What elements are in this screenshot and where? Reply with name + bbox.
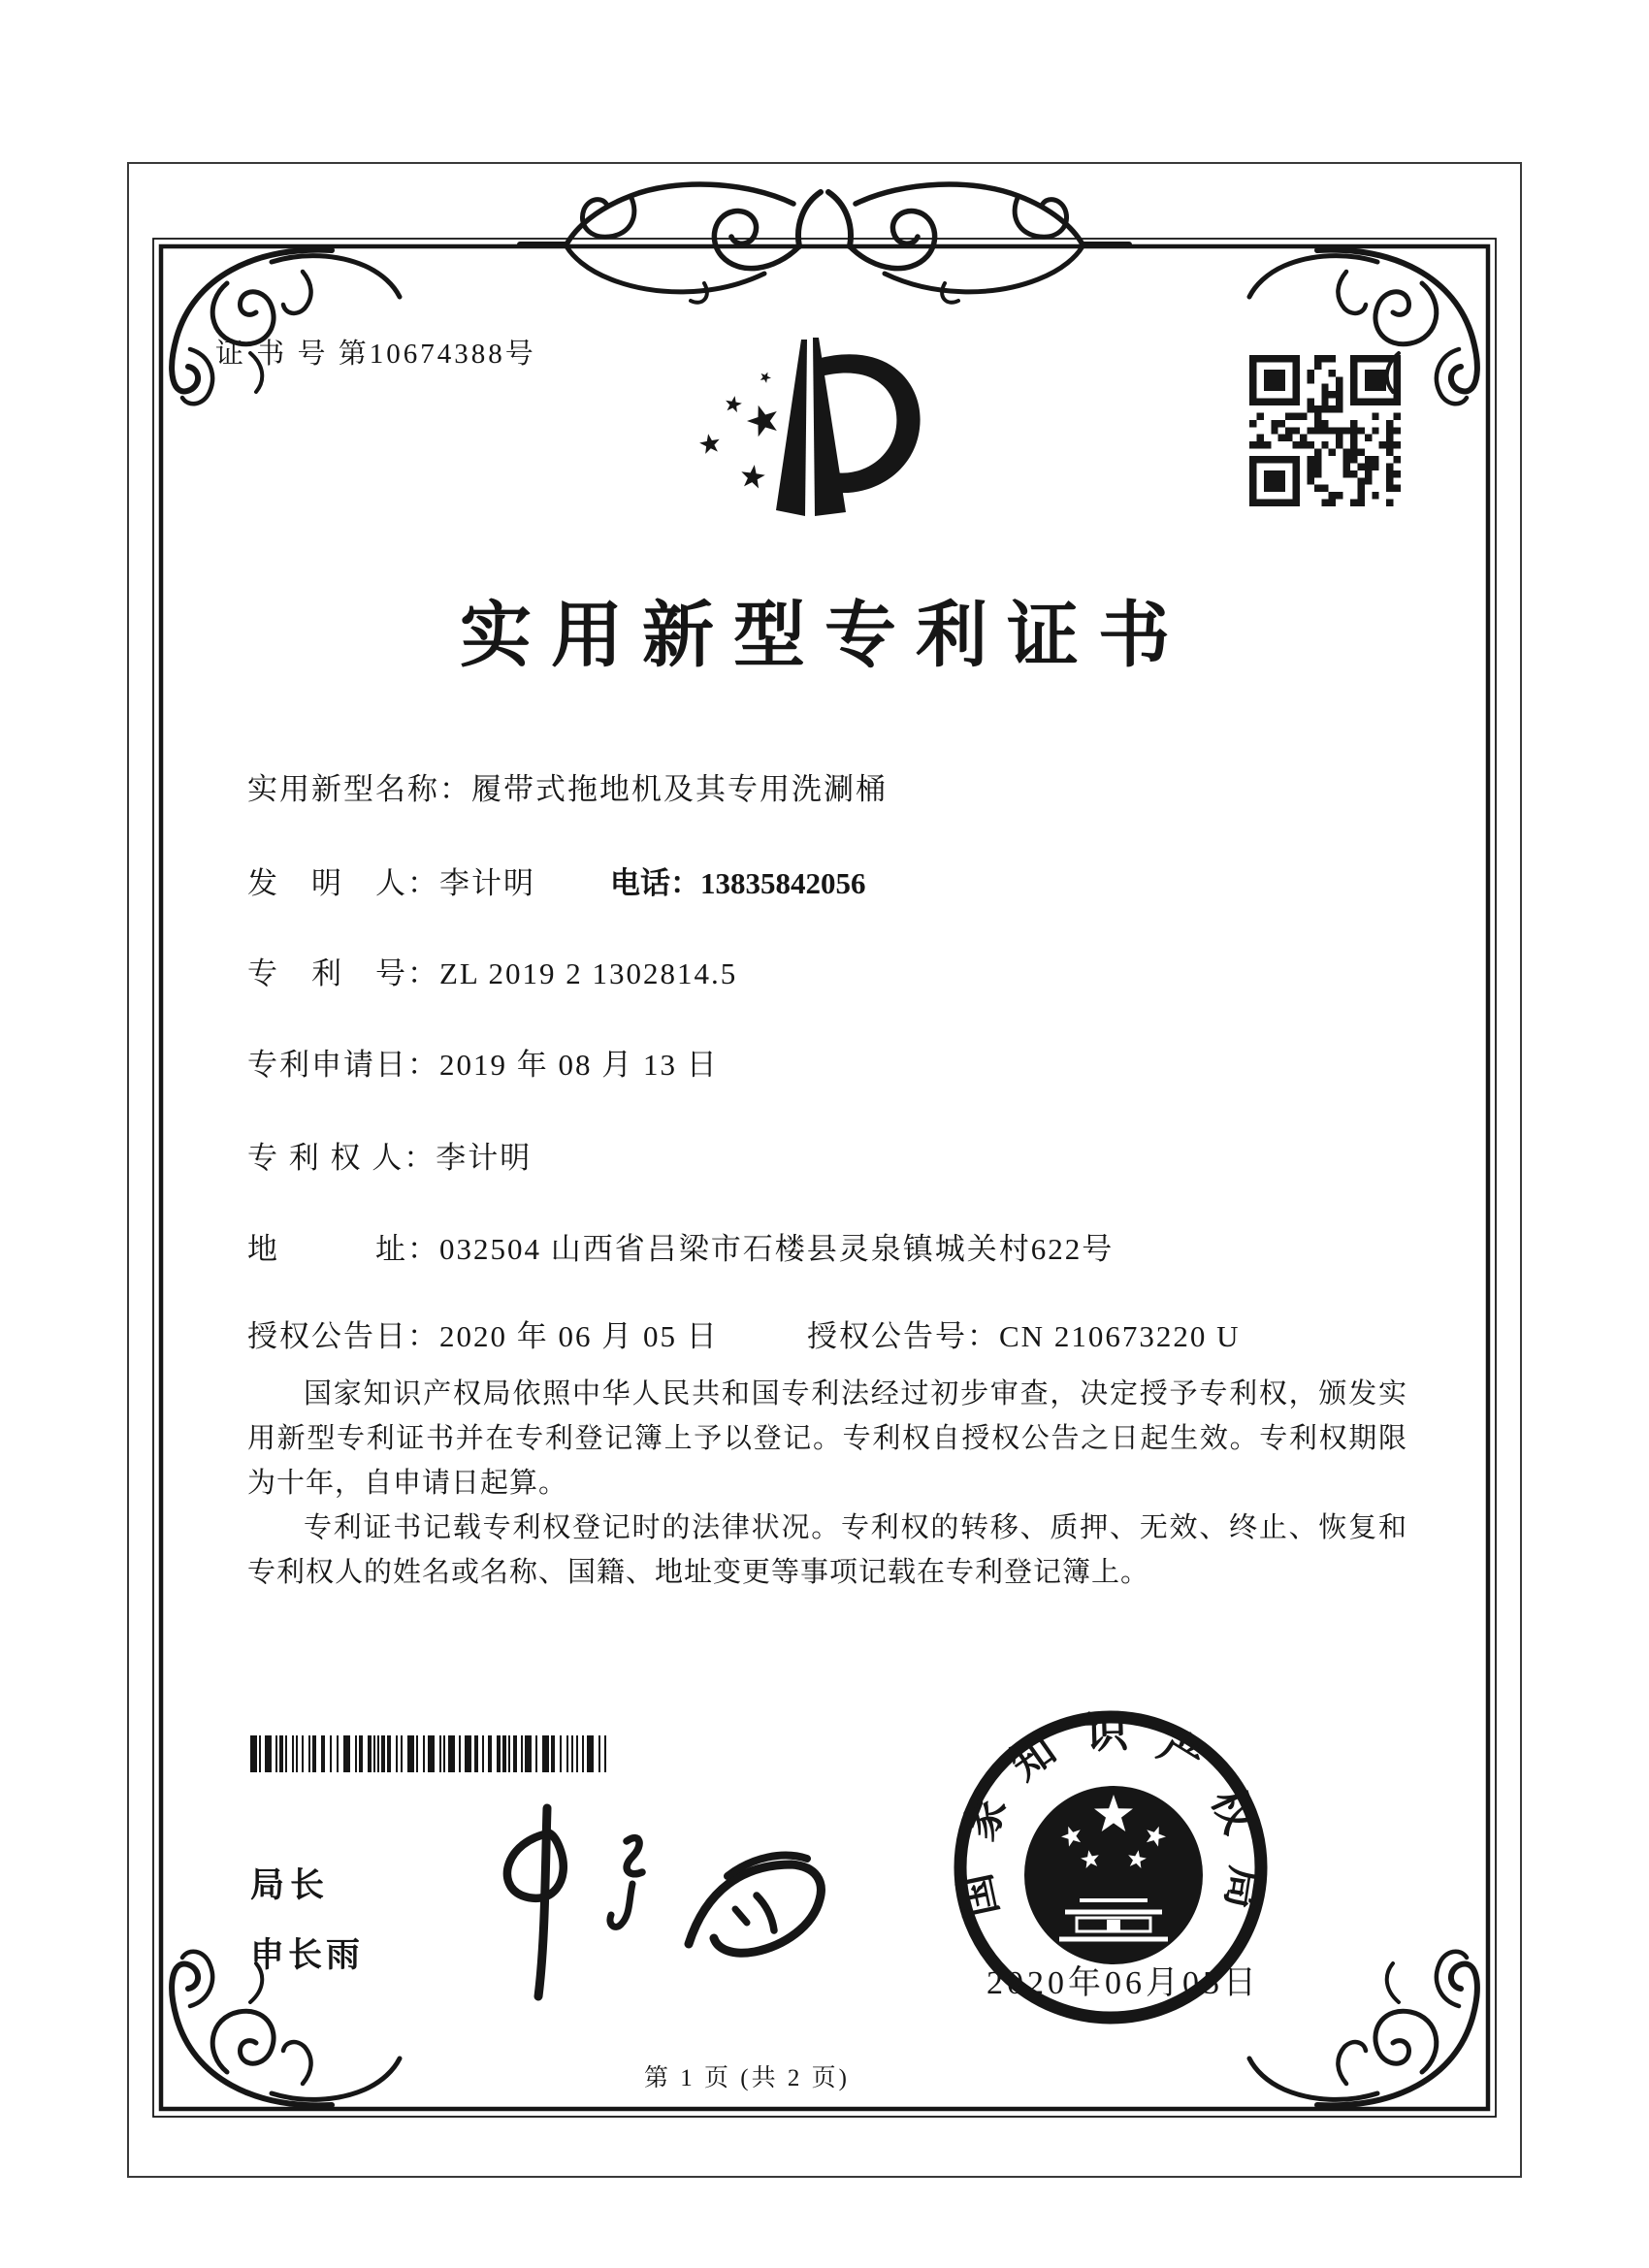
field-label: 授权公告号： bbox=[807, 1319, 999, 1353]
legal-paragraph-2: 专利证书记载专利权登记时的法律状况。专利权的转移、质押、无效、终止、恢复和专利权人的姓名或名称、国籍、地址变更等事项记载在专利登记簿上。 bbox=[247, 1512, 1407, 1588]
field-grant-date bbox=[247, 1312, 1411, 1355]
seal-date: 2020年06月05日 bbox=[986, 1965, 1260, 2001]
barcode-icon bbox=[250, 1735, 613, 1772]
signature-autograph-icon bbox=[483, 1797, 842, 2010]
field-patent-number bbox=[247, 949, 1411, 992]
seal-ring-text: 国家知识产权局 bbox=[951, 1708, 1271, 1922]
field-patentee bbox=[247, 1133, 1411, 1177]
certificate-number: 证 书 号 第10674388号 bbox=[215, 339, 536, 370]
field-label: 专 利 权 人： bbox=[247, 1141, 436, 1175]
field-value: 032504 山西省吕梁市石楼县灵泉镇城关村622号 bbox=[439, 1232, 1115, 1266]
official-seal-icon bbox=[929, 1691, 1308, 2069]
field-label: 发 明 人： bbox=[247, 866, 439, 900]
field-label: 实用新型名称： bbox=[247, 772, 471, 806]
field-value: 李计明 bbox=[439, 866, 535, 900]
field-label: 授权公告日： bbox=[247, 1319, 439, 1353]
legal-paragraph-1: 国家知识产权局依照中华人民共和国专利法经过初步审查，决定授予专利权，颁发实用新型专利证书并在专利登记簿上予以登记。专利权自授权公告之日起生效。专利权期限为十年，自申请日起算。 bbox=[247, 1378, 1407, 1499]
field-value: 2020 年 06 月 05 日 bbox=[439, 1319, 719, 1353]
field-phone bbox=[610, 859, 866, 902]
field-grant-number bbox=[807, 1312, 1240, 1355]
director-name: 申长雨 bbox=[250, 1936, 365, 1974]
certificate-fields bbox=[247, 747, 1411, 1368]
qr-code-icon bbox=[1249, 355, 1401, 506]
field-value: 李计明 bbox=[436, 1141, 533, 1175]
director-title: 局长 bbox=[250, 1866, 331, 1904]
field-value: CN 210673220 U bbox=[999, 1319, 1241, 1353]
field-inventor bbox=[247, 859, 1411, 902]
legal-text bbox=[247, 1372, 1407, 1595]
field-value: 履带式拖地机及其专用洗涮桶 bbox=[471, 772, 888, 806]
cnipa-logo-icon bbox=[669, 330, 941, 553]
field-label: 专利申请日： bbox=[247, 1048, 439, 1082]
field-utility-model-name bbox=[247, 764, 1411, 808]
certificate-title: 实用新型专利证书 bbox=[460, 597, 1189, 676]
field-value: 13835842056 bbox=[700, 866, 866, 900]
field-label: 地 址： bbox=[247, 1232, 439, 1266]
national-emblem-icon bbox=[1024, 1786, 1203, 1964]
field-value: 2019 年 08 月 13 日 bbox=[439, 1048, 719, 1082]
field-value: ZL 2019 2 1302814.5 bbox=[439, 956, 738, 990]
field-label: 电话： bbox=[610, 866, 700, 900]
field-filing-date bbox=[247, 1040, 1411, 1084]
field-address bbox=[247, 1224, 1411, 1268]
field-label: 专 利 号： bbox=[247, 956, 439, 990]
page-footer: 第 1 页 (共 2 页) bbox=[644, 2065, 850, 2091]
